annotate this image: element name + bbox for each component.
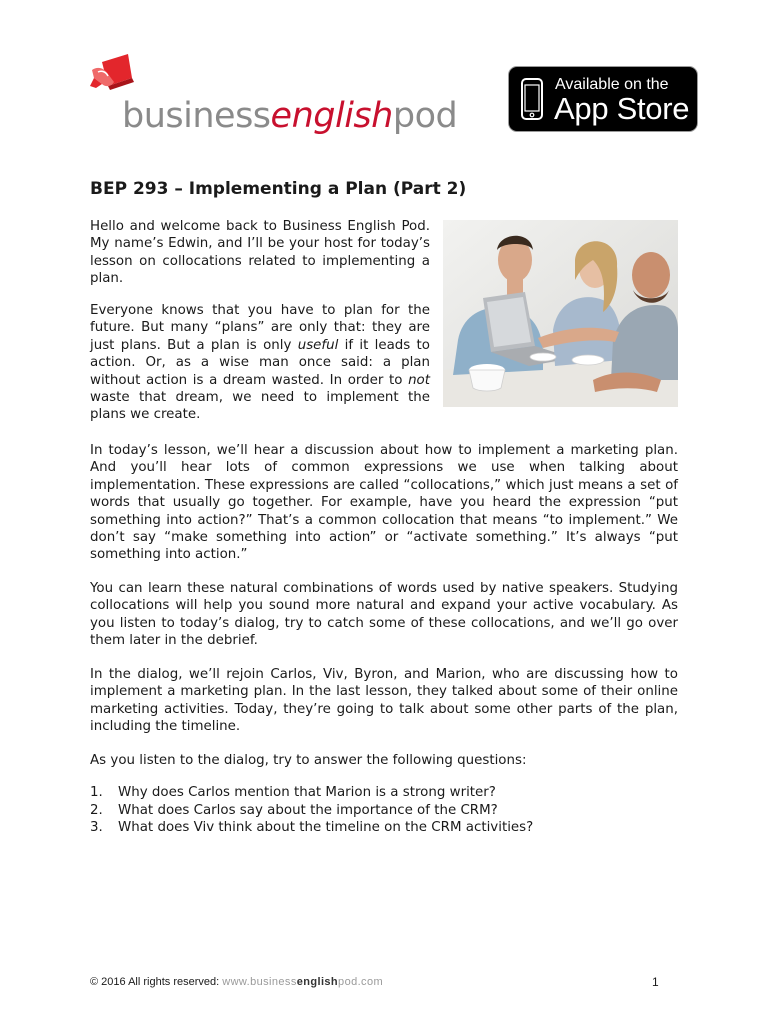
page-number: 1 <box>652 975 659 989</box>
list-item: 2. What does Carlos say about the importance of the CRM? <box>90 802 498 818</box>
logo-wordmark: businessenglishpod <box>122 96 458 136</box>
intro-paragraph-1: Hello and welcome back to Business English Pod. My name’s Edwin, and I’ll be your host for today’s lesson on collocations related to implementing a plan. <box>90 219 430 287</box>
paragraph-questions-intro: As you listen to the dialog, try to answer the following questions: <box>90 753 527 768</box>
list-item: 3. What does Viv think about the timeline on the CRM activities? <box>90 820 534 836</box>
open-book-hand-icon <box>88 52 140 100</box>
footer-copyright: © 2016 All rights reserved: www.businessenglishpod.com <box>90 976 384 988</box>
paragraph-collocations: In today’s lesson, we’ll hear a discussion about how to implement a marketing plan. And you’ll hear lots of common expressions we use when talking about implementation. These expressions are called “collocations,” which just means a set of words that usually go together. For example, have you heard the expression “put something into action?” That’s a common collocation that means “to implement.” We don’t say “make something into action” or “activate something.” It’s always “put something into action.” <box>90 443 678 563</box>
lesson-title: BEP 293 – Implementing a Plan (Part 2) <box>90 179 467 199</box>
list-item: 1. Why does Carlos mention that Marion is a strong writer? <box>90 785 496 800</box>
app-store-badge[interactable] <box>508 66 698 132</box>
footer-url-link[interactable]: www.businessenglishpod.com <box>222 976 384 988</box>
app-store-line2: App Store <box>554 91 690 126</box>
businessenglishpod-logo[interactable] <box>88 52 488 136</box>
paragraph-learning: You can learn these natural combinations of words used by native speakers. Studying collocations will help you sound more natural and expand your active vocabulary. As you listen to today’s dialog, try to catch some of these collocations, and we’ll go over them later in the debrief. <box>90 581 678 649</box>
question-list <box>90 784 678 837</box>
app-store-line1: Available on the <box>555 76 669 93</box>
business-meeting-photo <box>443 220 678 407</box>
iphone-icon <box>521 78 543 120</box>
intro-paragraph-2: Everyone knows that you have to plan for the future. But many “plans” are only that: they are just plans. But a plan is only useful if it leads to action. Or, as a wise man once said: a plan without action is a dream wasted. In order to not waste that dream, we need to implement the plans we create. <box>90 303 430 423</box>
paragraph-dialog: In the dialog, we’ll rejoin Carlos, Viv, Byron, and Marion, who are discussing how to implement a marketing plan. In the last lesson, they talked about some of their online marketing activities. Today, they’re going to talk about some other parts of the plan, including the timeline. <box>90 667 678 735</box>
